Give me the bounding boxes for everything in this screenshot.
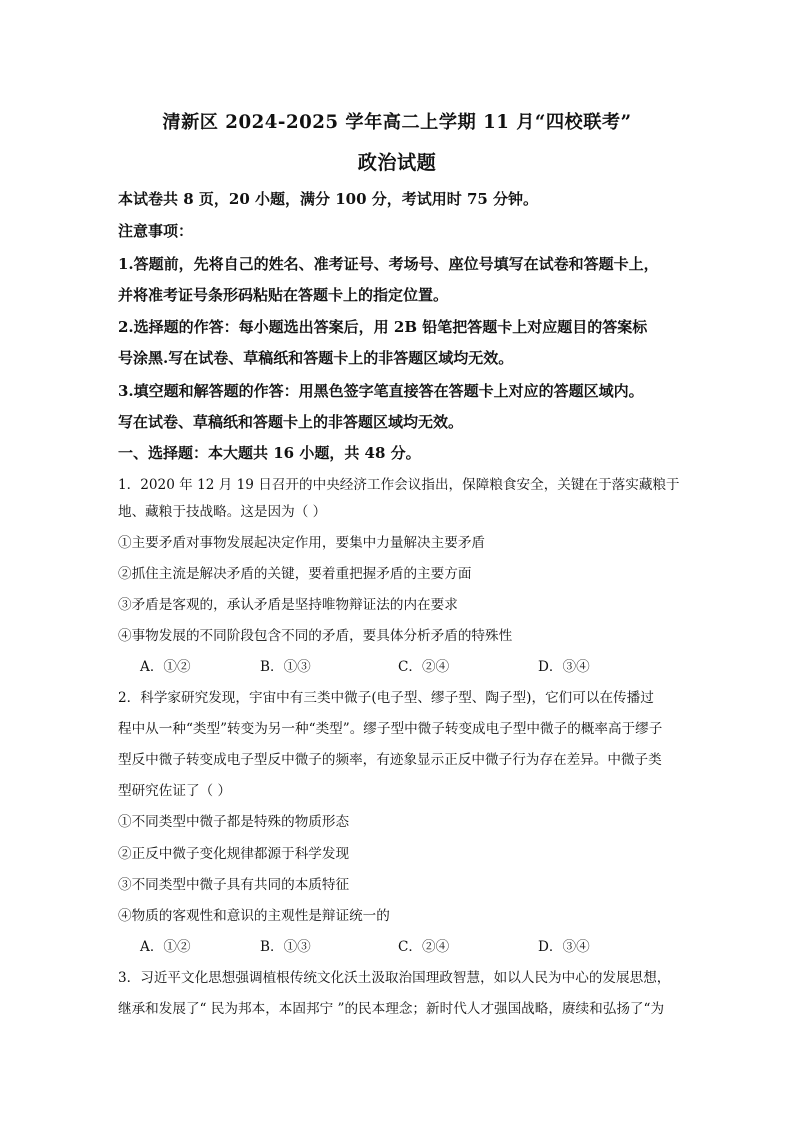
notice-heading: 注意事项：	[118, 222, 194, 240]
question-1-stem: 地、藏粮于技战略。这是因为（ ）	[118, 504, 327, 520]
question-2-stem: 2．科学家研究发现，宇宙中有三类中微子(电子型、缪子型、陶子型)，它们可以在传播过	[118, 690, 654, 706]
question-1-statement: ④事物发展的不同阶段包含不同的矛盾，要具体分析矛盾的特殊性	[118, 628, 513, 644]
question-2-statement: ④物质的客观性和意识的主观性是辩证统一的	[118, 908, 390, 924]
section-heading: 一、选择题：本大题共 16 小题，共 48 分。	[118, 444, 421, 462]
exam-summary: 本试卷共 8 页，20 小题，满分 100 分，考试用时 75 分钟。	[118, 190, 539, 208]
question-1-option-c: C．②④	[398, 659, 450, 675]
notice-line: 2.选择题的作答：每小题选出答案后，用 2B 铅笔把答题卡上对应题目的答案标	[118, 318, 648, 336]
question-1-option-b: B．①③	[260, 659, 311, 675]
question-1-statement: ①主要矛盾对事物发展起决定作用，要集中力量解决主要矛盾	[118, 535, 486, 551]
question-1-stem: 1．2020 年 12 月 19 日召开的中央经济工作会议指出，保障粮食安全，关键在于落实藏粮于	[118, 477, 680, 493]
question-1-option-d: D．③④	[538, 659, 590, 675]
question-3-stem: 3．习近平文化思想强调植根传统文化沃土汲取治国理政智慧，如以人民为中心的发展思想，	[118, 970, 671, 986]
exam-subject-title: 政治试题	[357, 151, 437, 174]
question-2-statement: ②正反中微子变化规律都源于科学发现	[118, 846, 350, 862]
exam-title: 清新区 2024-2025 学年高二上学期 11 月“四校联考”	[162, 112, 632, 133]
question-1-statement: ②抓住主流是解决矛盾的关键，要着重把握矛盾的主要方面	[118, 566, 472, 582]
question-1-option-a: A．①②	[140, 659, 191, 675]
notice-line: 1.答题前，先将自己的姓名、准考证号、考场号、座位号填写在试卷和答题卡上，	[118, 255, 659, 273]
question-2-statement: ①不同类型中微子都是特殊的物质形态	[118, 814, 350, 830]
notice-line: 号涂黑.写在试卷、草稿纸和答题卡上的非答题区域均无效。	[118, 349, 514, 367]
notice-line: 并将准考证号条形码粘贴在答题卡上的指定位置。	[118, 286, 449, 304]
question-2-stem: 程中从一种“类型”转变为另一种“类型”。缪子型中微子转变成电子型中微子的概率高于缪子	[118, 721, 663, 737]
question-2-option-d: D．③④	[538, 939, 590, 955]
question-3-stem: 继承和发展了“ 民为邦本，本固邦宁 ”的民本理念；新时代人才强国战略，赓续和弘扬了“为	[118, 1001, 665, 1017]
question-1-statement: ③矛盾是客观的，承认矛盾是坚持唯物辩证法的内在要求	[118, 597, 458, 613]
notice-line: 写在试卷、草稿纸和答题卡上的非答题区域均无效。	[118, 413, 464, 431]
question-2-option-c: C．②④	[398, 939, 450, 955]
question-2-option-a: A．①②	[140, 939, 191, 955]
question-2-stem: 型研究佐证了（ ）	[118, 783, 232, 799]
question-2-statement: ③不同类型中微子具有共同的本质特征	[118, 877, 350, 893]
notice-line: 3.填空题和解答题的作答：用黑色签字笔直接答在答题卡上对应的答题区域内。	[118, 382, 644, 400]
question-2-option-b: B．①③	[260, 939, 311, 955]
question-2-stem: 型反中微子转变成电子型反中微子的频率，有迹象显示正反中微子行为存在差异。中微子类	[118, 752, 662, 768]
